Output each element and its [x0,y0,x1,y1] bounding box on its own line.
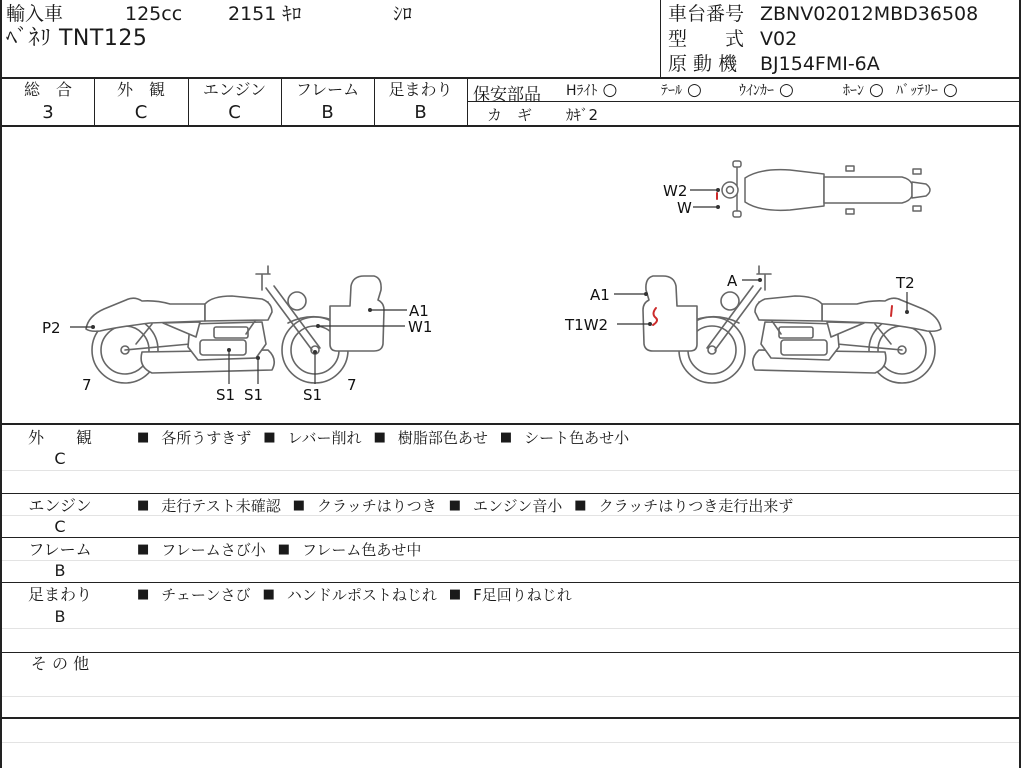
leader-dot [716,205,720,209]
bullet: ■ [263,430,276,445]
comment-text: レバー削れ [287,429,362,447]
model-code-label: 型 式 [668,28,745,50]
safety-ok-mark: ○ [943,80,958,100]
guide-line [2,628,1019,629]
model-code: V02 [760,28,798,50]
comment-item [574,496,793,516]
safety-item-headlight [566,81,617,100]
comment-text: クラッチはりつき [317,497,437,515]
engine-type-row [668,53,880,76]
grip-top [733,161,741,167]
comment-text: クラッチはりつき走行出来ず [598,497,794,515]
comment-item [263,585,437,605]
keys-label: カ ギ [487,106,533,124]
body-color: ｼﾛ [393,3,413,25]
suspension-grade-value: B [414,102,427,123]
safety-ok-mark: ○ [869,80,884,100]
comment-text: 走行テスト未確認 [161,497,281,515]
comment-text: フレームさび小 [161,541,266,559]
comment-frame-label: フレーム [28,540,92,559]
comment-suspension-label: 足まわり [27,585,92,604]
frame-grade-value: B [321,102,334,123]
exterior-grade-label: 外 観 [116,80,165,99]
comment-text: 各所うすきず [161,429,252,447]
bullet: ■ [137,542,150,557]
fuel-tank-top [745,170,824,211]
engine-type: BJ154FMI-6A [760,53,880,75]
callout-rear-tire: 7 [82,376,92,394]
seat-top [824,177,912,203]
callout-s1-engine: S1 [216,386,236,404]
comment-item [278,540,422,560]
leader-dot [256,356,260,360]
leader-dot [644,292,648,296]
mileage: 2151 ｷﾛ [228,3,302,25]
import-type: 輸入車 [6,3,64,25]
callout-s1-exhaust: S1 [244,386,264,404]
comment-item [500,428,629,448]
callout-a1: A1 [590,286,610,304]
model-code-row [668,28,797,51]
leader-dot [313,350,317,354]
callout-front-tire: 7 [347,376,357,394]
comment-text: エンジン音小 [473,497,563,515]
row-divider [0,537,1021,538]
comment-frame-grade: B [54,561,66,580]
frame-number: ZBNV02012MBD36508 [760,3,979,25]
comment-item [293,496,437,516]
row-divider [0,493,1021,494]
grip-bottom [733,211,741,217]
guide-line [2,560,1019,561]
comment-suspension-items [137,585,572,605]
footpeg [846,166,854,171]
safety-item-turn-signal [739,81,794,100]
leader-dot [905,310,909,314]
grade-divider [467,78,468,126]
bullet: ■ [137,430,150,445]
bullet: ■ [262,587,275,602]
comment-other-label: そ の 他 [30,654,90,673]
comment-exterior-label: 外 観 [27,428,92,447]
leader-dot [91,325,95,329]
bullet: ■ [448,587,462,602]
tail-top [912,182,930,198]
grade-row-top-border [0,77,1021,79]
callout-w1: W1 [408,318,433,336]
overall-grade-label: 総 合 [23,80,72,99]
safety-ok-mark: ○ [779,80,794,100]
comment-text: F足回りねじれ [473,586,572,604]
guide-line [2,470,1019,471]
bullet: ■ [137,587,150,602]
bullet: ■ [137,498,150,513]
callout-w: W [677,199,692,217]
displacement: 125cc [125,3,183,25]
row-divider [0,717,1021,719]
diagram-bottom-border [0,423,1021,425]
comment-suspension-grade: B [54,607,66,626]
engine-type-label: 原 動 機 [668,53,738,75]
safety-parts-label: 保安部品 [473,85,541,105]
footpeg [846,209,854,214]
frame-number-label: 車台番号 [668,3,745,25]
leader-dot [758,278,762,282]
row-divider [0,582,1021,583]
comment-text: 樹脂部色あせ [397,429,488,447]
comment-engine-items [137,496,793,516]
safety-item-horn [843,81,884,100]
comment-item [137,585,251,605]
safety-item-label: ﾊﾞｯﾃﾘｰ [896,83,938,99]
bullet: ■ [574,498,587,513]
frame-number-row [668,3,978,26]
comment-item [374,428,488,448]
damage-mark [891,306,892,316]
top-view-callouts [663,182,720,217]
frame-grade-label: フレーム [295,80,360,99]
comment-item [137,540,266,560]
bullet: ■ [292,498,305,513]
callout-p2: P2 [42,319,61,337]
exterior-grade-value: C [134,102,148,123]
leader-dot [316,324,320,328]
safety-item-label: ｳｲﾝｶｰ [739,83,774,99]
leader-dot [227,348,231,352]
safety-keys-divider [467,101,1020,102]
comment-item [449,585,572,605]
engine-grade-label: エンジン [202,80,267,99]
callout-t1w2: T1W2 [565,316,609,334]
leader-dot [648,322,652,326]
comment-item [263,428,361,448]
safety-item-taillight [661,81,702,100]
safety-item-label: ﾎｰﾝ [843,83,864,99]
safety-ok-mark: ○ [602,80,618,100]
footpeg [913,169,921,174]
bullet: ■ [448,498,461,513]
safety-item-battery [896,81,958,100]
comment-text: ハンドルポストねじれ [286,586,437,604]
safety-item-label: ﾃｰﾙ [661,83,682,99]
header-divider [660,0,661,78]
row-divider [0,652,1021,653]
callout-a: A [727,272,738,290]
leader-dot [368,308,372,312]
bike-top-view [722,161,930,217]
keys-value: ｶｷﾞ2 [566,106,599,124]
comment-text: チェーンさび [161,586,251,604]
damage-diagram [0,126,1024,424]
callout-a1: A1 [409,302,429,320]
comment-text: フレーム色あせ中 [302,541,422,559]
callout-w2: W2 [663,182,688,200]
headlight-lens [727,187,734,194]
comment-engine-label: エンジン [28,496,92,515]
callout-t2: T2 [896,274,915,292]
bullet: ■ [373,430,386,445]
comment-item [449,496,563,516]
comment-frame-items [137,540,421,560]
leader-dot [716,188,720,192]
safety-ok-mark: ○ [687,80,702,100]
suspension-grade-label: 足まわり [388,80,453,99]
safety-item-label: Hﾗｲﾄ [566,83,598,99]
guide-line [2,696,1019,697]
guide-line [2,742,1019,743]
comment-engine-grade: C [54,517,66,536]
overall-grade-value: 3 [42,102,54,123]
callout-s1-front: S1 [303,386,323,404]
model-name: ﾍﾞﾈﾘ TNT125 [6,26,148,51]
bullet: ■ [277,542,290,557]
comment-item [137,496,281,516]
comment-text: シート色あせ小 [524,429,630,447]
comment-exterior-items [137,428,629,448]
bike-left-side-view [86,266,384,383]
comment-exterior-grade: C [54,449,66,468]
comment-item [137,428,251,448]
footpeg [913,206,921,211]
engine-grade-value: C [228,102,241,123]
bullet: ■ [499,430,513,445]
